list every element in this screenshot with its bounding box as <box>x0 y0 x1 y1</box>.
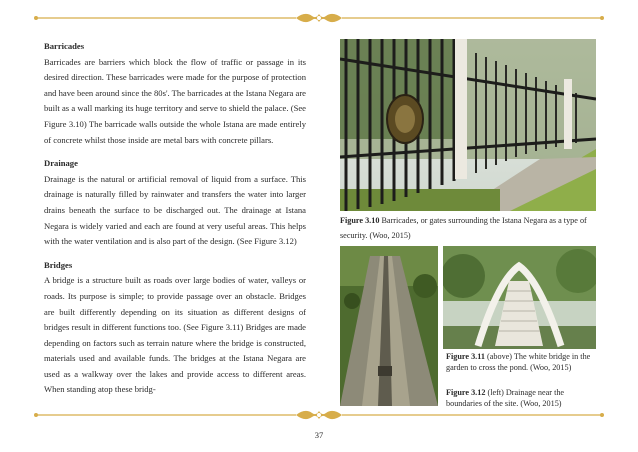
figure-3-10-caption <box>340 213 596 243</box>
paragraph-drainage: Drainage is the natural or artificial removal of liquid from a surface. This drainage is naturally filled by rainwater and transfers the water into larger drains beneath the surface to be discharged out. The drainage at Istana Negara is widely varied and each are found at very useful areas. This helps with the water ventilation and is also part of the design. (See Figure 3.12) <box>44 173 306 247</box>
figure-3-12-label: Figure 3.12 <box>446 388 486 397</box>
figure-3-10-label: Figure 3.10 <box>340 216 380 225</box>
paragraph-barricades: Barricades are barriers which block the flow of traffic or passage in its desired direction. These barricades were made for the purpose of protection and have been around since the 80s'. The barricades at the Istana Negara are built as a wall marking its huge territory and serve to shield the palace. (See Figure 3.10) The barricade walls outside the whole Istana are made entirely of concrete whilst those inside are metal bars with concrete pillars. <box>44 56 306 145</box>
heading-bridges: Bridges <box>44 259 73 270</box>
figure-3-11-caption <box>446 351 596 373</box>
figure-3-10-photo <box>340 39 596 211</box>
figure-3-11-label: Figure 3.11 <box>446 352 485 361</box>
top-ornament-divider <box>0 11 638 25</box>
figure-3-12-photo <box>340 246 438 406</box>
figure-3-11-caption-text: (above) The white bridge in the garden to cross the pond. (Woo, 2015) <box>446 352 591 372</box>
heading-drainage: Drainage <box>44 158 78 169</box>
figure-3-12-caption <box>446 387 596 409</box>
bottom-ornament-divider <box>0 408 638 422</box>
figure-3-10-caption-text: Barricades, or gates surrounding the Istana Negara as a type of security. (Woo, 2015) <box>340 216 587 240</box>
figure-3-12-caption-text: (left) Drainage near the boundaries of the site. (Woo, 2015) <box>446 388 565 408</box>
heading-barricades: Barricades <box>44 41 85 51</box>
figure-3-11-photo <box>443 246 596 349</box>
body-text-column <box>44 39 306 398</box>
paragraph-bridges: A bridge is a structure built as roads over large bodies of water, valleys or roads. Its purpose is simple; to provide passage over an obstacle. Bridges are built differently depending on its situation as different designs of bridges result in different functions too. (See Figure 3.11) Bridges are made depending on factors such as terrain nature where the bridge is constructed, materials used and available funds. The bridges at the Istana Negara are used as a walkway over the lakes and provide access to different areas. When standing atop these bridg- <box>44 275 306 395</box>
page-number: 37 <box>314 430 324 440</box>
